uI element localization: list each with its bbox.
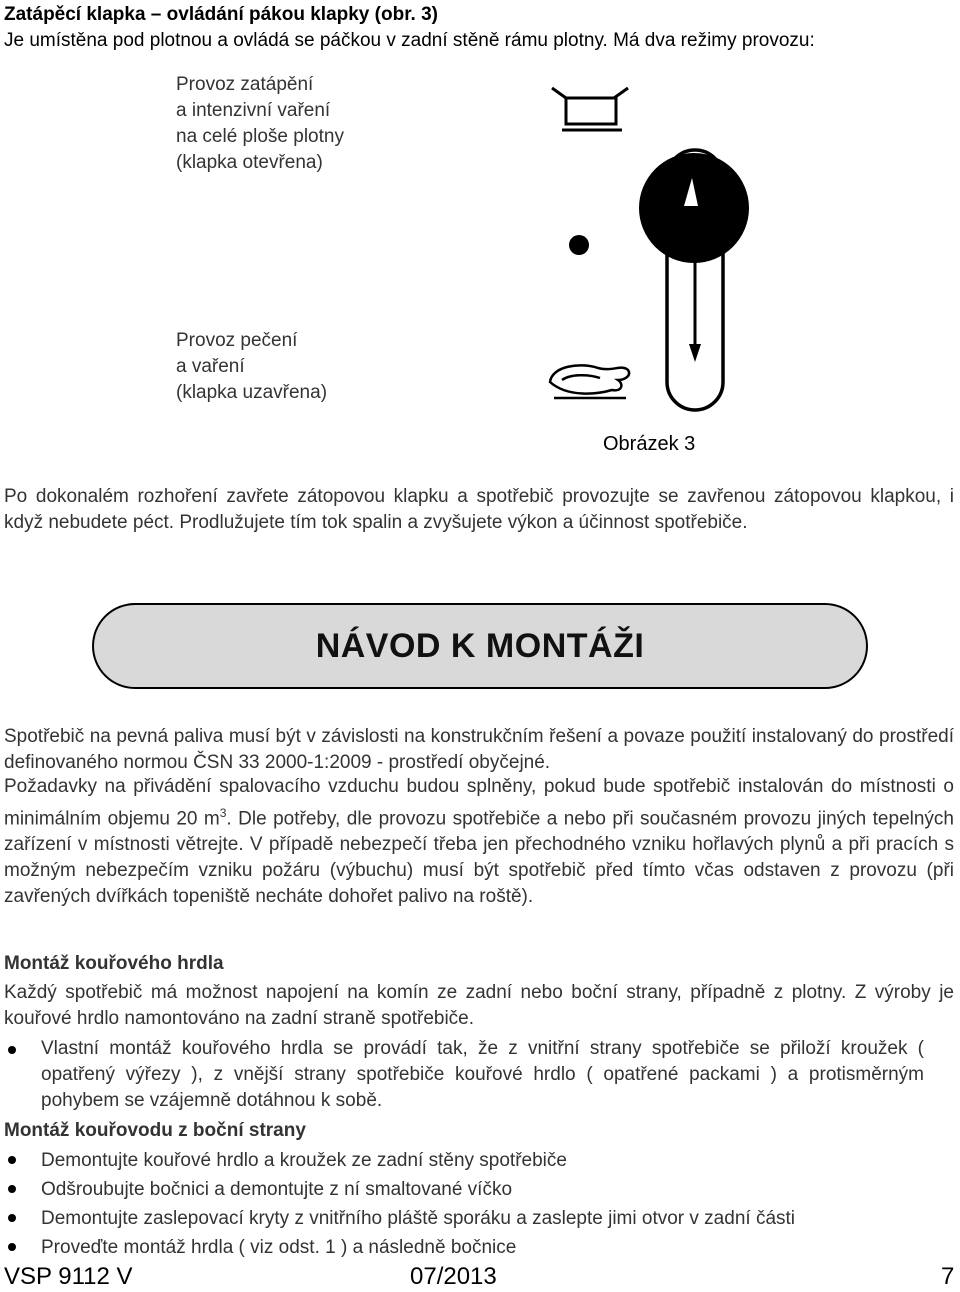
section-intro: Je umístěna pod plotnou a ovládá se páčkou v zadní stěně rámu plotny. Má dva režimy provozu: — [4, 30, 815, 51]
pot-icon — [552, 88, 628, 130]
install-paragraph-2-start: Požadavky na přivádění spalovacího vzduchu budou splněny, pokud bude spotřebič instalován do místnosti o minimálním objemu 20 m — [4, 776, 954, 830]
mode-open-line: (klapka otevřena) — [176, 152, 323, 173]
install-paragraph-2 — [4, 774, 954, 910]
list-item — [4, 1204, 954, 1233]
list-item-text: Proveďte montáž hrdla ( viz odst. 1 ) a následně bočnice — [41, 1237, 517, 1258]
list-item-text: Demontujte kouřové hrdlo a kroužek ze zadní stěny spotřebiče — [41, 1150, 567, 1171]
list-item — [4, 1233, 954, 1262]
bullet-icon — [8, 1185, 16, 1193]
mode-open-line: na celé ploše plotny — [176, 126, 344, 147]
side-bullet-list — [4, 1146, 954, 1262]
installation-banner — [92, 603, 868, 689]
flue-heading: Montáž kouřového hrdla — [4, 953, 224, 974]
footer-date: 07/2013 — [410, 1263, 497, 1290]
flue-bullet-list — [4, 1036, 924, 1114]
after-heating-text: Po dokonalém rozhoření zavřete zátopovou klapku a spotřebič provozujte se zavřenou zátopovou klapkou, i když nebudete péct. Prodlužujete tím tok spalin a zvyšujete výkon a účinnost spotřebiče. — [4, 486, 954, 533]
figure-caption: Obrázek 3 — [603, 433, 696, 455]
mode-closed-label — [176, 328, 327, 406]
section-title: Zatápěcí klapka – ovládání pákou klapky (obr. 3) — [4, 4, 438, 25]
list-item — [4, 1036, 924, 1114]
figure-3-diagram — [540, 80, 770, 420]
install-paragraph-2-end: . Dle potřeby, dle provozu spotřebiče a nebo při současném provozu jiných tepelných zařízení v místnosti větrejte. V případě nebezpečí třeba jen přechodného vzniku hořlavých plynů a při pracích s možným nebezpečím vzniku požáru (výbuchu) musí být spotřebič před tímto včas odstaven z provozu (při zavřených dvířkách topeniště necháte dohořet palivo na roště). — [4, 808, 954, 908]
mode-closed-line: a vaření — [176, 356, 245, 377]
install-paragraph-2-sup: 3 — [219, 806, 227, 820]
mode-open-line: a intenzivní vaření — [176, 100, 331, 121]
list-item-text: Vlastní montáž kouřového hrdla se provádí tak, že z vnitřní strany spotřebiče se přiloží kroužek ( opatřený výřezy ), z vnější strany spotřebiče kouřové hrdlo ( opatřené packami ) a protisměrným pohybem se vzájemně dotáhnou k sobě. — [41, 1038, 924, 1111]
list-item-text: Odšroubujte bočnici a demontujte z ní smaltované víčko — [41, 1179, 513, 1200]
mode-closed-line: Provoz pečení — [176, 330, 298, 351]
bullet-icon — [8, 1214, 16, 1222]
bullet-icon — [8, 1243, 16, 1251]
list-item — [4, 1146, 954, 1175]
footer-model: VSP 9112 V — [4, 1263, 133, 1290]
install-paragraph-1: Spotřebič na pevná paliva musí být v závislosti na konstrukčním řešení a povaze použití instalovaný do prostředí definovaného normou ČSN 33 2000-1:2009 - prostředí obyčejné. — [4, 726, 954, 773]
dot-marker-icon — [569, 235, 589, 255]
roast-icon — [550, 365, 629, 398]
side-heading: Montáž kouřovodu z boční strany — [4, 1120, 306, 1141]
bullet-icon — [8, 1046, 16, 1054]
lever-knob-icon — [639, 153, 749, 263]
mode-open-line: Provoz zatápění — [176, 74, 314, 95]
footer-page-number: 7 — [941, 1263, 955, 1290]
mode-closed-line: (klapka uzavřena) — [176, 382, 328, 403]
list-item — [4, 1175, 954, 1204]
banner-title: NÁVOD K MONTÁŽI — [315, 626, 645, 665]
flue-text: Každý spotřebič má možnost napojení na komín ze zadní nebo boční strany, případně z plotny. Z výroby je kouřové hrdlo namontováno na zadní straně spotřebiče. — [4, 982, 954, 1029]
bullet-icon — [8, 1156, 16, 1164]
list-item-text: Demontujte zaslepovací kryty z vnitřního pláště sporáku a zaslepte jimi otvor v zadní části — [41, 1208, 796, 1229]
mode-open-label — [176, 72, 344, 176]
